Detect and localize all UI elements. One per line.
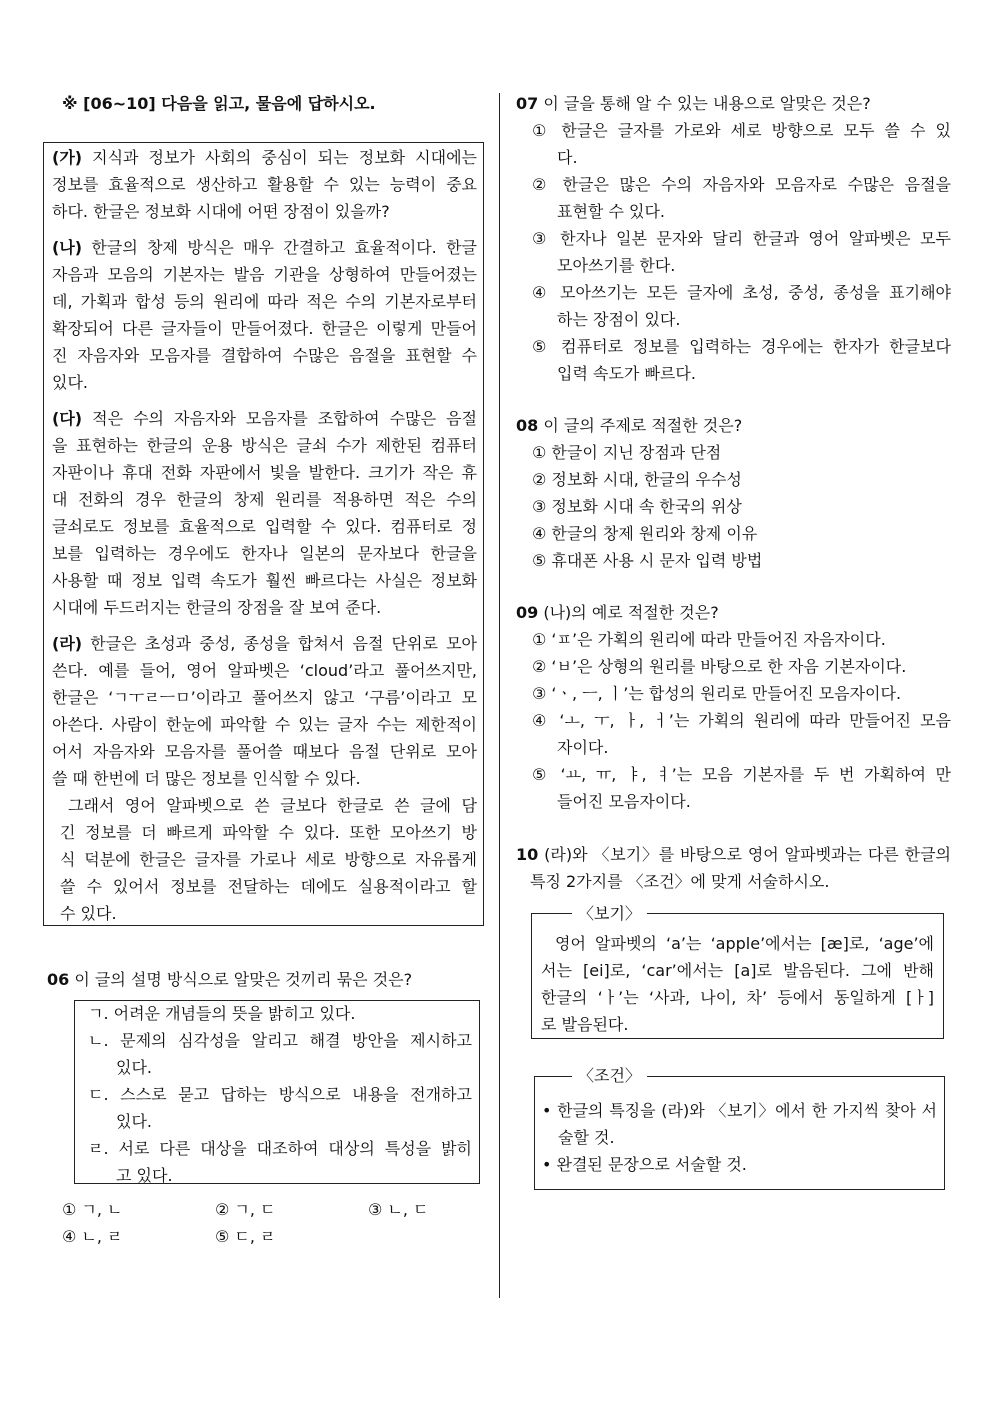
question-text: 이 글의 주제로 적절한 것은? bbox=[543, 416, 743, 435]
paragraph-da bbox=[52, 405, 477, 621]
statement-line: 고 있다. bbox=[116, 1166, 173, 1185]
passage-line: 하다. 한글은 정보화 시대에 어떤 장점이 있을까? bbox=[52, 202, 390, 221]
statement-line: 있다. bbox=[116, 1058, 152, 1077]
question-08 bbox=[516, 412, 742, 439]
passage-line: 어서 자음자와 모음자를 풀어쓸 때보다 음절 단위로 모아 bbox=[52, 742, 477, 761]
q07-choices bbox=[532, 117, 951, 387]
bogi-line: 서는 [ei]로, ‘car’에서는 [a]로 발음된다. 그에 반해 bbox=[541, 961, 934, 980]
answer-choice[interactable]: ② 정보화 시대, 한글의 우수성 bbox=[532, 470, 742, 489]
question-number: 07 bbox=[516, 94, 539, 113]
passage-line: 확장되어 다른 글자들이 만들어졌다. 한글은 이렇게 만들어 bbox=[52, 319, 477, 338]
passage-line: 진 자음자와 모음자를 결합하여 수많은 음절을 표현할 수 bbox=[52, 346, 477, 365]
passage-line: 데, 가획과 합성 등의 원리에 따라 적은 수의 기본자로부터 bbox=[52, 292, 477, 311]
question-06 bbox=[47, 966, 412, 993]
answer-choice[interactable]: ④ 한글의 창제 원리와 창제 이유 bbox=[532, 524, 758, 543]
question-number: 06 bbox=[47, 970, 70, 989]
statement-line: ㄹ. 서로 다른 대상을 대조하여 대상의 특성을 밝히 bbox=[88, 1139, 472, 1158]
paragraph-tag: (다) bbox=[52, 409, 83, 428]
passage-line: 보를 입력하는 경우에도 한자나 일본의 문자보다 한글을 bbox=[52, 544, 477, 563]
answer-choice[interactable]: ① 한글이 지닌 장점과 단점 bbox=[532, 443, 722, 462]
statement-line: ㄴ. 문제의 심각성을 알리고 해결 방안을 제시하고 bbox=[88, 1031, 472, 1050]
q08-choices bbox=[532, 439, 762, 574]
answer-choice[interactable]: ④ 모아쓰기는 모든 글자에 초성, 중성, 종성을 표기해야 bbox=[532, 283, 951, 302]
q06-box-text bbox=[88, 1000, 472, 1189]
answer-choice-3[interactable]: ③ ㄴ, ㄷ bbox=[368, 1200, 429, 1219]
paragraph-tag: (가) bbox=[52, 148, 83, 167]
column-divider bbox=[499, 93, 500, 1298]
answer-choice-cont: 입력 속도가 빠르다. bbox=[557, 364, 696, 383]
question-text-line: 10 (라)와 〈보기〉를 바탕으로 영어 알파벳과는 다른 한글의 bbox=[516, 845, 952, 864]
answer-choice[interactable]: ③ 한자나 일본 문자와 달리 한글과 영어 알파벳은 모두 bbox=[532, 229, 951, 248]
answer-choice[interactable]: ③ ‘ㆍ, ㅡ, ㅣ’는 합성의 원리로 만들어진 모음자이다. bbox=[532, 684, 902, 703]
answer-choice-cont: 표현할 수 있다. bbox=[557, 202, 665, 221]
condition-text bbox=[542, 1097, 937, 1178]
paragraph-ra bbox=[52, 630, 477, 927]
passage-line: 그래서 영어 알파벳으로 쓴 글보다 한글로 쓴 글에 담 bbox=[68, 796, 477, 815]
answer-choice-cont: 다. bbox=[557, 148, 578, 167]
passage-line: 자판이나 휴대 전화 자판에서 빛을 발한다. 크기가 작은 휴 bbox=[52, 463, 477, 482]
section-header bbox=[62, 90, 376, 117]
passage-line: 쓴다. 예를 들어, 영어 알파벳은 ‘cloud’라고 풀어쓰지만, bbox=[52, 661, 477, 680]
paragraph-tag: (라) bbox=[52, 634, 83, 653]
question-09 bbox=[516, 599, 719, 626]
question-number: 09 bbox=[516, 603, 539, 622]
answer-choice[interactable]: ② 한글은 많은 수의 자음자와 모음자로 수많은 음절을 bbox=[532, 175, 951, 194]
answer-choice[interactable]: ① 한글은 글자를 가로와 세로 방향으로 모두 쓸 수 있 bbox=[532, 121, 951, 140]
passage-line: 자음과 모음의 기본자는 발음 기관을 상형하여 만들어졌는 bbox=[52, 265, 477, 284]
question-07 bbox=[516, 90, 871, 117]
answer-choice-2[interactable]: ② ㄱ, ㄷ bbox=[215, 1200, 276, 1219]
q09-choices bbox=[532, 626, 951, 815]
passage-line: 대 전화의 경우 한글의 창제 원리를 적용하면 적은 수의 bbox=[52, 490, 477, 509]
question-10 bbox=[516, 841, 951, 895]
passage-line: 시대에 두드러지는 한글의 장점을 잘 보여 준다. bbox=[52, 598, 382, 617]
passage-line: 사용할 때 정보 입력 속도가 훨씬 빠르다는 사실은 정보화 bbox=[52, 571, 477, 590]
statement-line: 있다. bbox=[116, 1112, 152, 1131]
answer-choice[interactable]: ⑤ 컴퓨터로 정보를 입력하는 경우에는 한자가 한글보다 bbox=[532, 337, 951, 356]
condition-line: • 한글의 특징을 (라)와 〈보기〉에서 한 가지씩 찾아 서 bbox=[542, 1101, 937, 1120]
passage-line: (라) 한글은 초성과 중성, 종성을 합쳐서 음절 단위로 모아 bbox=[52, 634, 477, 653]
bogi-title: 〈보기〉 bbox=[572, 903, 647, 925]
question-text-line: 특징 2가지를 〈조건〉에 맞게 서술하시오. bbox=[530, 872, 830, 891]
question-text: 이 글을 통해 알 수 있는 내용으로 알맞은 것은? bbox=[543, 94, 871, 113]
condition-line: 술할 것. bbox=[558, 1128, 615, 1147]
passage-line: 글쇠로도 정보를 효율적으로 입력할 수 있다. 컴퓨터로 정 bbox=[52, 517, 477, 536]
question-text: (나)의 예로 적절한 것은? bbox=[543, 603, 719, 622]
answer-choice[interactable]: ④ ‘ㅗ, ㅜ, ㅏ, ㅓ’는 가획의 원리에 따라 만들어진 모음 bbox=[532, 711, 951, 730]
passage-line: 정보를 효율적으로 생산하고 활용할 수 있는 능력이 중요 bbox=[52, 175, 477, 194]
question-number: 08 bbox=[516, 416, 539, 435]
question-range: [06~10] bbox=[83, 94, 156, 113]
passage-line: (다) 적은 수의 자음자와 모음자를 조합하여 수많은 음절 bbox=[52, 409, 477, 428]
paragraph-tag: (나) bbox=[52, 238, 83, 257]
bogi-line: 로 발음된다. bbox=[541, 1015, 629, 1034]
passage-line: (나) 한글의 창제 방식은 매우 간결하고 효율적이다. 한글 bbox=[52, 238, 477, 257]
answer-choice[interactable]: ③ 정보화 시대 속 한국의 위상 bbox=[532, 497, 742, 516]
answer-choice-4[interactable]: ④ ㄴ, ㄹ bbox=[62, 1227, 123, 1246]
reference-mark: ※ bbox=[62, 94, 78, 113]
passage-line: 아쓴다. 사람이 한눈에 파악할 수 있는 글자 수는 제한적이 bbox=[52, 715, 477, 734]
passage-line: 수 있다. bbox=[60, 904, 117, 923]
passage-line: 식 덕분에 한글은 글자를 가로나 세로 방향으로 자유롭게 bbox=[60, 850, 477, 869]
passage-text bbox=[52, 144, 477, 927]
passage-line: 있다. bbox=[52, 373, 88, 392]
answer-choice-cont: 들어진 모음자이다. bbox=[557, 792, 691, 811]
paragraph-ga bbox=[52, 144, 477, 225]
statement-line: ㄷ. 스스로 묻고 답하는 방식으로 내용을 전개하고 bbox=[88, 1085, 472, 1104]
passage-line: 긴 정보를 더 빠르게 파악할 수 있다. 또한 모아쓰기 방 bbox=[60, 823, 477, 842]
paragraph-na bbox=[52, 234, 477, 396]
bogi-line: 한글의 ‘ㅏ’는 ‘사과, 나이, 차’ 등에서 동일하게 [ㅏ] bbox=[541, 988, 934, 1007]
statement-line: ㄱ. 어려운 개념들의 뜻을 밝히고 있다. bbox=[88, 1004, 356, 1023]
question-text: 이 글의 설명 방식으로 알맞은 것끼리 묶은 것은? bbox=[74, 970, 413, 989]
condition-title: 〈조건〉 bbox=[572, 1065, 647, 1087]
passage-line: 을 표현하는 한글의 운용 방식은 글쇠 수가 제한된 컴퓨터 bbox=[52, 436, 477, 455]
bogi-text bbox=[541, 930, 934, 1038]
answer-choice-5[interactable]: ⑤ ㄷ, ㄹ bbox=[215, 1227, 276, 1246]
passage-line: 쓸 수 있어서 정보를 전달하는 데에도 실용적이라고 할 bbox=[60, 877, 477, 896]
passage-line: 한글은 ‘ㄱㅜㄹㅡㅁ’이라고 풀어쓰지 않고 ‘구름’이라고 모 bbox=[52, 688, 477, 707]
bogi-line: 영어 알파벳의 ‘a’는 ‘apple’에서는 [æ]로, ‘age’에 bbox=[555, 934, 934, 953]
answer-choice-cont: 모아쓰기를 한다. bbox=[557, 256, 676, 275]
answer-choice[interactable]: ⑤ ‘ㅛ, ㅠ, ㅑ, ㅕ’는 모음 기본자를 두 번 가획하여 만 bbox=[532, 765, 951, 784]
passage-line: (가) 지식과 정보가 사회의 중심이 되는 정보화 시대에는 bbox=[52, 148, 477, 167]
answer-choice-1[interactable]: ① ㄱ, ㄴ bbox=[62, 1200, 123, 1219]
header-instruction: 다음을 읽고, 물음에 답하시오. bbox=[161, 94, 376, 113]
question-number: 10 bbox=[516, 845, 539, 864]
answer-choice-cont: 하는 장점이 있다. bbox=[557, 310, 681, 329]
condition-line: • 완결된 문장으로 서술할 것. bbox=[542, 1155, 747, 1174]
passage-line: 쓸 때 한번에 더 많은 정보를 인식할 수 있다. bbox=[52, 769, 361, 788]
answer-choice-cont: 자이다. bbox=[557, 738, 609, 757]
answer-choice[interactable]: ② ‘ㅂ’은 상형의 원리를 바탕으로 한 자음 기본자이다. bbox=[532, 657, 907, 676]
answer-choice[interactable]: ① ‘ㅍ’은 가획의 원리에 따라 만들어진 자음자이다. bbox=[532, 630, 886, 649]
answer-choice[interactable]: ⑤ 휴대폰 사용 시 문자 입력 방법 bbox=[532, 551, 763, 570]
